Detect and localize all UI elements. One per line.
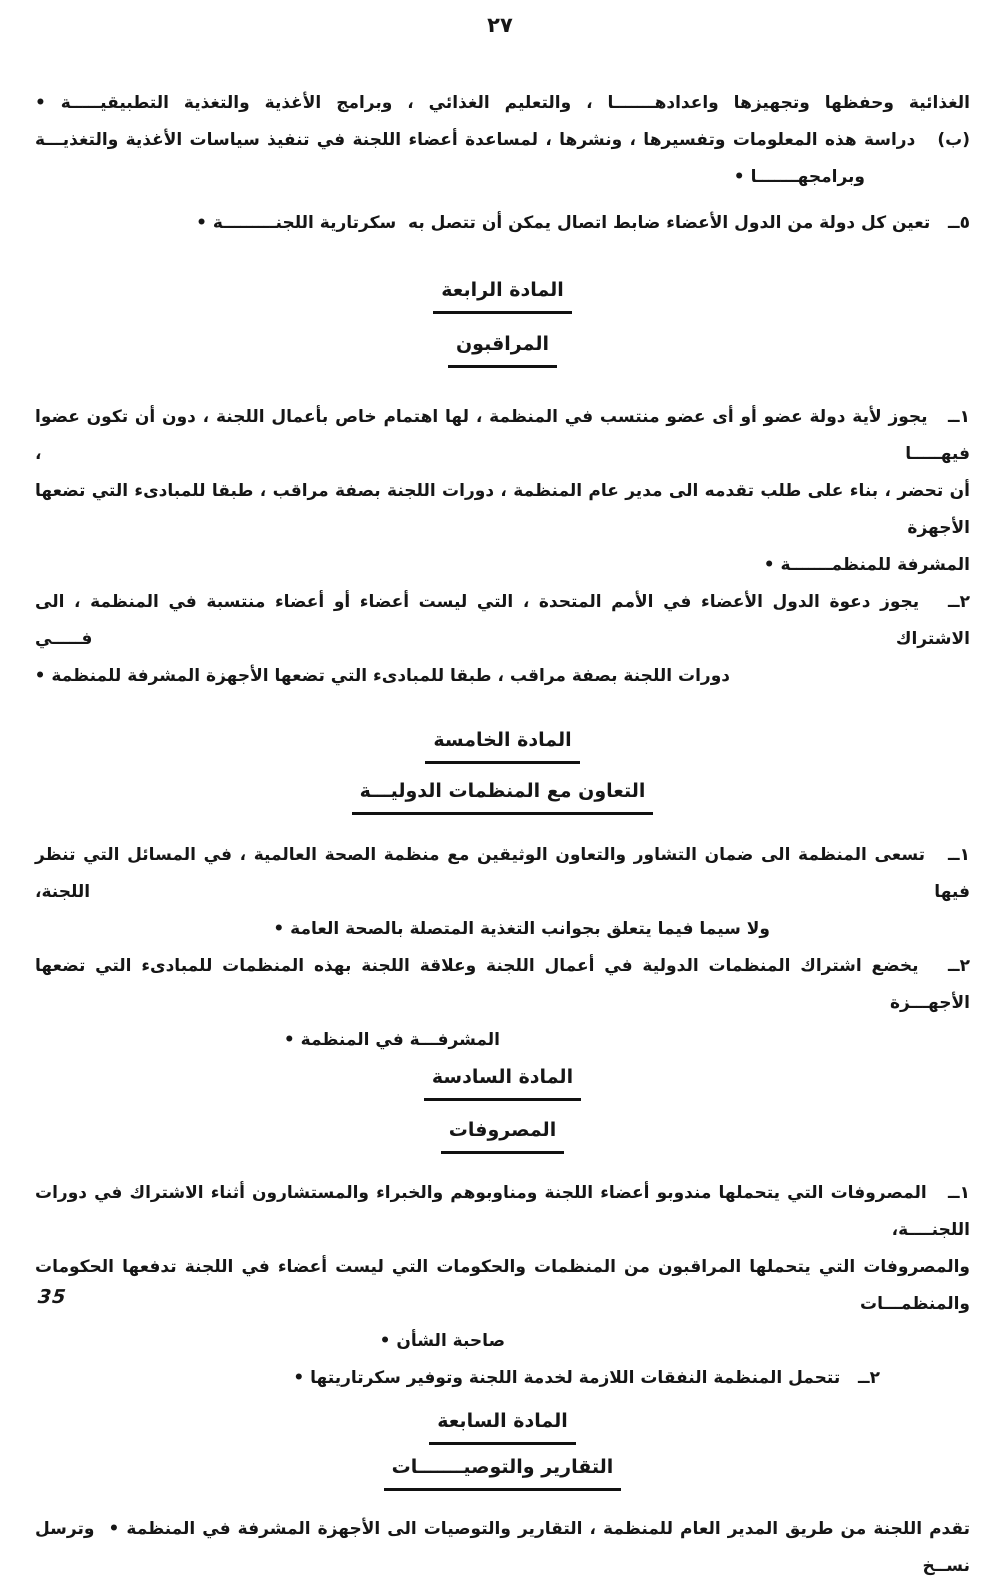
text-line: تقدم اللجنة من طريق المدير العام للمنظمة ، التقارير والتوصيات الى الأجهزة المشرفة في المنظمة • وترسل نســخ [35,1519,970,1576]
text-line: ٢ــ تتحمل المنظمة النفقات اللازمة لخدمة اللجنة وتوفير سكرتاريتها • [293,1368,880,1388]
text-line: ١ــ المصروفات التي يتحملها مندوبو أعضاء اللجنة ومناوبوهم والخبراء والمستشارون أثناء الاشتراك في دورات اللجنــــة، [35,1183,970,1240]
text-line: ٢ــ يخضع اشتراك المنظمات الدولية في أعمال اللجنة وعلاقة اللجنة بهذه المنظمات للمبادىء التي تضعها الأجهـــزة [35,956,970,1013]
text-line: أن تحضر ، بناء على طلب تقدمه الى مدير عام المنظمة ، دورات اللجنة بصفة مراقب ، طبقا للمبادىء التي تضعها الأجهزة [35,481,970,538]
article-4 [35,278,970,695]
list-item-5: ٥ــ تعين كل دولة من الدول الأعضاء ضابط اتصال يمكن أن تتصل به سكرتارية اللجنـــــــــة • [196,213,970,233]
article-subtitle: المراقبون [35,332,970,368]
article-title: المادة السابعة [35,1409,970,1445]
article-title: المادة الرابعة [35,278,970,314]
page-body [0,85,1000,1585]
text-line: ولا سيما فيما يتعلق بجوانب التغذية المتصلة بالصحة العامة • [273,919,770,939]
article-subtitle: التعاون مع المنظمات الدوليـــة [35,779,970,815]
text-line: ١ــ تسعى المنظمة الى ضمان التشاور والتعاون الوثيقين مع منظمة الصحة العالمية ، في المسائل التي تنظر فيها اللجنة، [35,845,970,902]
text-line: صاحبة الشأن • [379,1331,505,1351]
article-5 [35,728,970,1059]
text-line: ١ــ يجوز لأية دولة عضو أو أى عضو منتسب في المنظمة ، لها اهتمام خاص بأعمال اللجنة ، دون أن تكون عضوا فيهـــــا ، [35,407,970,464]
article-7 [35,1409,970,1585]
article-6 [35,1065,970,1397]
page-number: ٢٧ [487,13,513,37]
text-line: وبرامجهـــــــا • [733,167,865,187]
text-line: (ب) دراسة هذه المعلومات وتفسيرها ، ونشرها ، لمساعدة أعضاء اللجنة في تنفيذ سياسات الأغذية والتغذيـــة [35,130,970,150]
text-line: دورات اللجنة بصفة مراقب ، طبقا للمبادىء التي تضعها الأجهزة المشرفة للمنظمة • [34,666,730,686]
text-line: المشرفة للمنظمـــــــة • [763,555,970,575]
text-line: الغذائية وحفظها وتجهيزها واعدادهـــــــا ، والتعليم الغذائي ، وبرامج الأغذية والتغذية التطبيقيـــــة • [35,93,970,113]
footer-mark: 35 [36,1286,68,1308]
text-line: المشرفـــة في المنظمة • [283,1030,500,1050]
article-subtitle: المصروفات [35,1118,970,1154]
article-title: المادة الخامسة [35,728,970,764]
article-subtitle: التقارير والتوصيـــــــات [35,1455,970,1491]
article-title: المادة السادسة [35,1065,970,1101]
intro-continuation [35,85,970,242]
text-line: والمصروفات التي يتحملها المراقبون من المنظمات والحكومات التي ليست أعضاء في اللجنة تدفعها الحكومات والمنظمـــات [35,1257,970,1314]
text-line: ٢ــ يجوز دعوة الدول الأعضاء في الأمم المتحدة ، التي ليست أعضاء أو أعضاء منتسبة في المنظمة ، الى الاشتراك فـــــي [35,592,970,649]
